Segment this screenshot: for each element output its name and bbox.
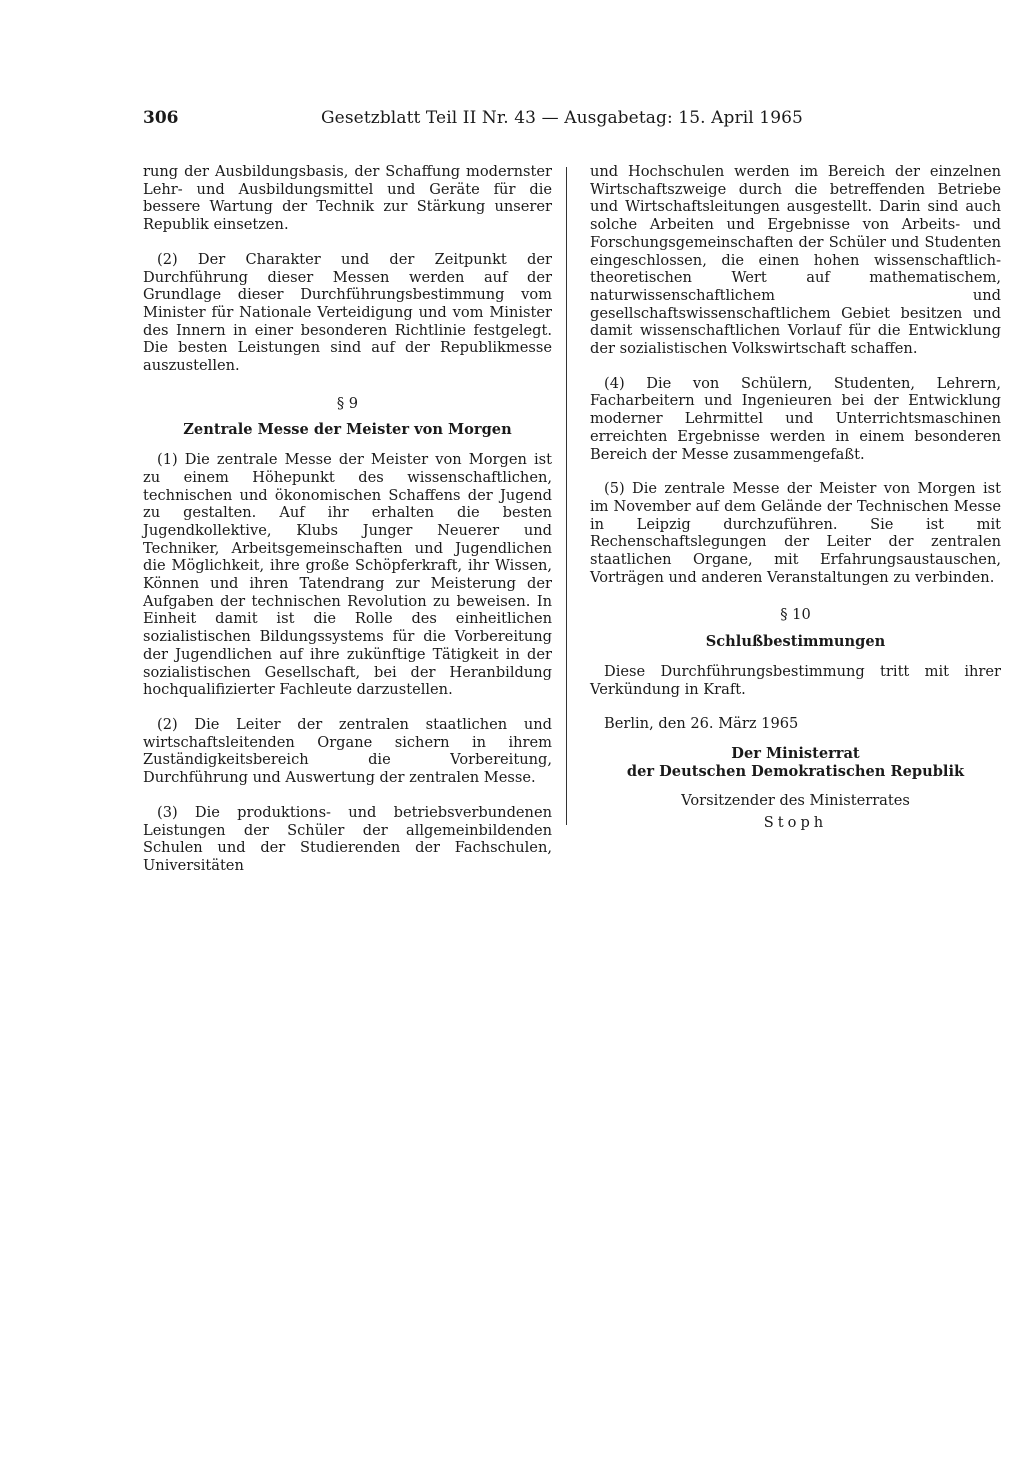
paragraph-continued: und Hochschulen werden im Bereich der einzelnen Wirtschaftszweige durch die betreffenden Betriebe und Wirtschaftsleitungen ausgestellt. Darin sind auch solche Arbeiten und Ergebnisse von Arbeits- und Forschungsgemeinschaften der Schüler und Studenten eingeschlossen, die einen hohen wissenschaftlich-theoretischen Wert auf mathematischem, naturwissenschaftlichem und gesellschaftswissenschaftlichem Gebiet besitzen und damit wissenschaftlichen Vorlauf für die Entwicklung der sozialistischen Volkswirtschaft schaffen. xyxy=(590,163,1001,358)
section-10-paragraph-1: Diese Durchführungsbestimmung tritt mit ihrer Verkündung in Kraft. xyxy=(590,662,1001,698)
section-10-number: § 10 xyxy=(780,606,811,624)
paragraph-intro: rung der Ausbildungsbasis, der Schaffung modernster Lehr- und Ausbildungsmittel und Geräte für die bessere Wartung der Technik zur Stärkung unserer Republik einsetzen. xyxy=(143,163,552,234)
section-9-number: § 9 xyxy=(336,394,359,412)
section-9-paragraph-2: (2) Die Leiter der zentralen staatlichen und wirtschaftsleitenden Organe sichern in ihrem Zuständigkeitsbereich die Vorbereitung, Durchführung und Auswertung der zentralen Messe. xyxy=(143,715,552,787)
section-9-paragraph-4: (4) Die von Schülern, Studenten, Lehrern, Facharbeitern und Ingenieuren bei der Entwicklung moderner Lehrmittel und Unterrichtsmaschinen erreichten Ergebnisse werden in einem besonderen Bereich der Messe zusammengefaßt. xyxy=(590,374,1001,463)
section-9-paragraph-5: (5) Die zentrale Messe der Meister von Morgen ist im November auf dem Gelände der Technischen Messe in Leipzig durchzuführen. Sie ist mit Rechenschaftslegungen der Leiter der zentralen staatlichen Organe, mit Erfahrungsaustauschen, Vorträgen und anderen Veranstaltungen zu verbinden. xyxy=(590,480,1001,586)
page-header xyxy=(143,108,1005,132)
signature-org-line-2: der Deutschen Demokratischen Republik xyxy=(626,762,965,780)
signature-org-line-1: Der Ministerrat xyxy=(731,744,860,762)
section-9-title: Zentrale Messe der Meister von Morgen xyxy=(183,421,512,439)
column-divider xyxy=(566,167,567,825)
section-9-paragraph-3: (3) Die produktions- und betriebsverbundenen Leistungen der Schüler der allgemeinbildenden Schulen und der Studierenden der Fachschulen, Universitäten xyxy=(143,803,552,874)
signature-role: Vorsitzender des Ministerrates xyxy=(681,792,910,810)
paragraph-2: (2) Der Charakter und der Zeitpunkt der Durchführung dieser Messen werden auf der Grundlage dieser Durchführungsbestimmung vom Minister für Nationale Verteidigung und vom Minister des Innern in einer besonderen Richtlinie festgelegt. Die besten Leistungen sind auf der Republikmesse auszustellen. xyxy=(143,250,552,375)
date-line: Berlin, den 26. März 1965 xyxy=(604,715,799,733)
running-head: Gesetzblatt Teil II Nr. 43 — Ausgabetag: 15. April 1965 xyxy=(321,108,803,128)
section-9-paragraph-1: (1) Die zentrale Messe der Meister von Morgen ist zu einem Höhepunkt des wissenschaftlichen, technischen und ökonomischen Schaffens der Jugend zu gestalten. Auf ihr erhalten die besten Jugendkollektive, Klubs Junger Neuerer und Techniker, Arbeitsgemeinschaften und Jugendlichen die Möglichkeit, ihre große Schöpferkraft, ihr Wissen, Können und ihren Tatendrang zur Meisterung der Aufgaben der technischen Revolution zu beweisen. In Einheit damit ist die Rolle des einheitlichen sozialistischen Bildungssystems für die Vorbereitung der Jugendlichen auf ihre zukünftige Tätigkeit in der sozialistischen Gesellschaft, bei der Heranbildung hochqualifizierter Fachleute darzustellen. xyxy=(143,451,552,699)
right-column xyxy=(590,163,1001,832)
signature-name: Stoph xyxy=(763,814,828,832)
page-number: 306 xyxy=(143,108,179,128)
section-10-title: Schlußbestimmungen xyxy=(705,633,886,651)
left-column xyxy=(143,163,552,875)
